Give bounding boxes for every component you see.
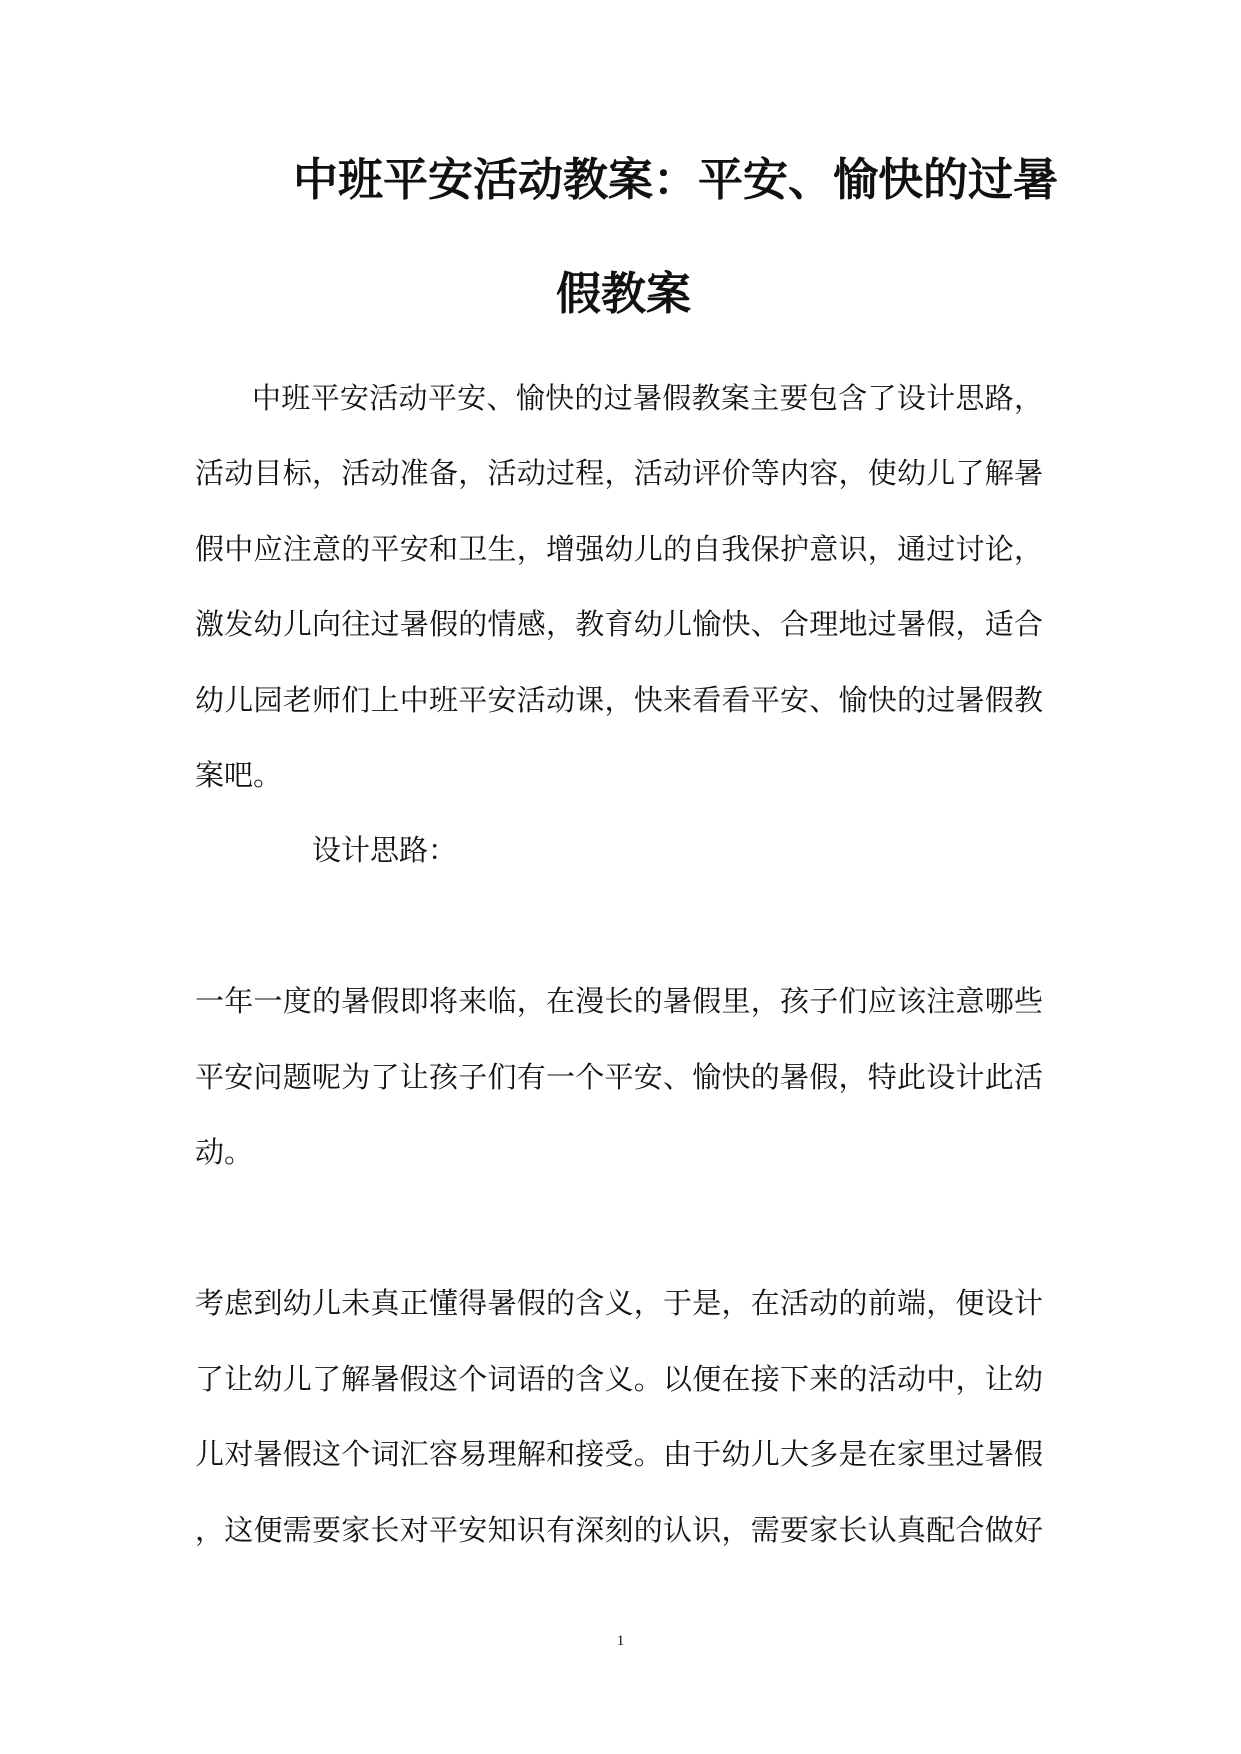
intro-line: 活动目标，活动准备，活动过程，活动评价等内容，使幼儿了解暑 (195, 456, 1043, 490)
intro-line: 激发幼儿向往过暑假的情感，教育幼儿愉快、合理地过暑假，适合 (195, 607, 1043, 641)
paragraph-line: 考虑到幼儿未真正懂得暑假的含义，于是，在活动的前端，便设计 (195, 1286, 1043, 1320)
document-title-line-1: 中班平安活动教案：平安、愉快的过暑 (293, 153, 1059, 206)
page-number: 1 (616, 1633, 625, 1649)
intro-line: 幼儿园老师们上中班平安活动课，快来看看平安、愉快的过暑假教 (195, 683, 1043, 717)
paragraph-line: 一年一度的暑假即将来临，在漫长的暑假里，孩子们应该注意哪些 (195, 984, 1043, 1018)
intro-line: 案吧。 (195, 758, 283, 792)
paragraph-line: 儿对暑假这个词汇容易理解和接受。由于幼儿大多是在家里过暑假 (195, 1437, 1043, 1471)
section-heading: 设计思路： (312, 833, 458, 867)
paragraph-line: ，这便需要家长对平安知识有深刻的认识，需要家长认真配合做好 (195, 1513, 1043, 1547)
paragraph-line: 了让幼儿了解暑假这个词语的含义。以便在接下来的活动中，让幼 (195, 1362, 1043, 1396)
intro-line: 假中应注意的平安和卫生，增强幼儿的自我保护意识，通过讨论， (195, 532, 1043, 566)
paragraph-line: 动。 (195, 1135, 254, 1169)
paragraph-line: 平安问题呢为了让孩子们有一个平安、愉快的暑假，特此设计此活 (195, 1060, 1043, 1094)
intro-line: 中班平安活动平安、愉快的过暑假教案主要包含了设计思路， (252, 381, 1043, 415)
document-title-line-2: 假教案 (556, 267, 692, 320)
